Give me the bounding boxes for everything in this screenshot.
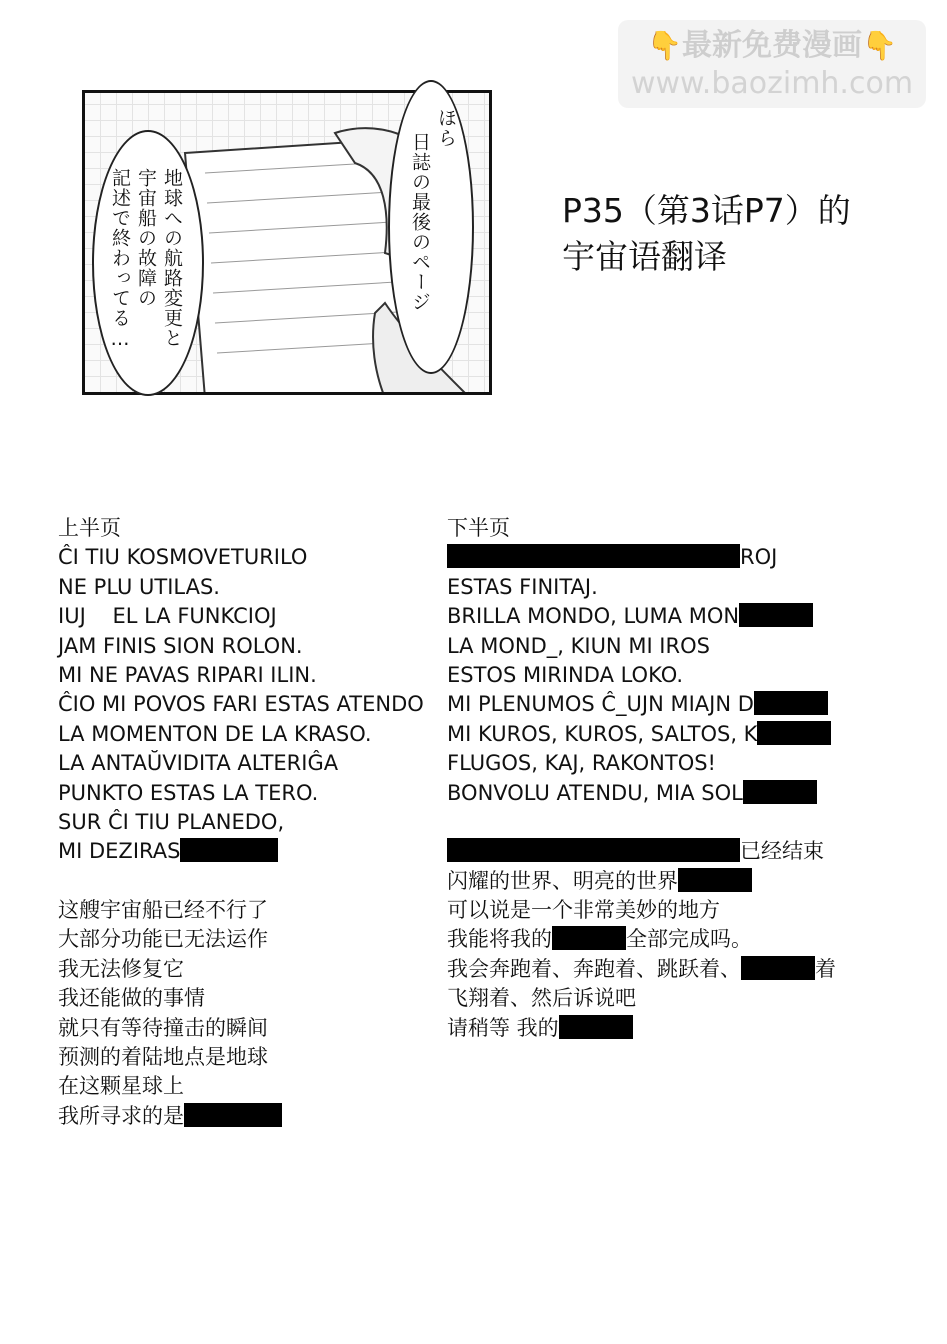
right-eo-text: BONVOLU ATENDU, MIA SOL: [447, 780, 743, 805]
pointing-down-hand-icon: 👇: [862, 29, 897, 62]
bubble-left-line-2: 宇宙船の故障の: [135, 168, 157, 308]
left-zh-line: 这艘宇宙船已经不行了: [58, 898, 268, 923]
right-column: [447, 514, 907, 1043]
right-zh-line: 飞翔着、然后诉说吧: [447, 986, 636, 1011]
right-eo-line-redacted: [447, 779, 907, 808]
left-eo-text: MI DEZIRAS: [58, 839, 181, 864]
redaction-bar: [180, 838, 278, 862]
right-eo-text: BRILLA MONDO, LUMA MON: [447, 604, 740, 629]
right-column-header: 下半页: [447, 516, 510, 540]
right-eo-line-redacted: [447, 543, 907, 572]
right-eo-line: ESTOS MIRINDA LOKO.: [447, 662, 684, 687]
redaction-bar: [678, 868, 752, 892]
left-zh-line: 我无法修复它: [58, 956, 184, 981]
redaction-bar: [741, 956, 815, 980]
right-eo-text: MI KUROS, KUROS, SALTOS, K: [447, 721, 758, 746]
watermark: [618, 20, 926, 108]
spacer: [447, 808, 907, 837]
right-eo-line-redacted: [447, 690, 907, 719]
redaction-bar: [552, 926, 626, 950]
redaction-bar: [447, 544, 740, 568]
left-zh-line: 预测的着陆地点是地球: [58, 1045, 268, 1070]
left-eo-line: ĈI TIU KOSMOVETURILO: [58, 545, 308, 570]
right-zh-line: 可以说是一个非常美妙的地方: [447, 898, 720, 923]
left-eo-line: MI NE PAVAS RIPARI ILIN.: [58, 662, 317, 687]
right-zh-text: 请稍等 我的: [447, 1015, 559, 1040]
right-zh-text: 我能将我的: [447, 927, 552, 952]
right-eo-text: MI PLENUMOS Ĉ_UJN MIAJN D: [447, 692, 754, 717]
left-zh-line-redacted: [58, 1102, 438, 1131]
left-eo-line: SUR ĈI TIU PLANEDO,: [58, 809, 285, 834]
speech-bubble-left: [92, 130, 204, 396]
bubble-right-line-1: ほら: [435, 108, 457, 148]
pointing-down-hand-icon: 👇: [647, 29, 682, 62]
left-zh-line: 大部分功能已无法运作: [58, 927, 268, 952]
watermark-url: www.baozimh.com: [630, 66, 914, 101]
redaction-bar: [739, 603, 813, 627]
right-zh-text: 全部完成吗。: [626, 927, 752, 952]
speech-bubble-right: [388, 80, 474, 374]
right-eo-line-redacted: [447, 720, 907, 749]
redaction-bar: [447, 838, 740, 862]
right-zh-text: 闪耀的世界、明亮的世界: [447, 868, 678, 893]
left-eo-line: IUJ EL LA FUNKCIOJ: [58, 604, 277, 629]
redaction-bar: [743, 780, 817, 804]
bubble-left-line-1: 地球への航路変更と: [161, 168, 183, 348]
right-zh-line-redacted: [447, 837, 907, 866]
bubble-left-line-3: 記述で終わってる…: [109, 168, 131, 351]
right-zh-line-redacted: [447, 955, 907, 984]
left-eo-line: LA MOMENTON DE LA KRASO.: [58, 721, 372, 746]
left-eo-line-redacted: [58, 837, 438, 866]
page-title-line-2: 宇宙语翻译: [562, 237, 727, 276]
left-column-header: 上半页: [58, 516, 121, 540]
right-zh-line-redacted: [447, 925, 907, 954]
left-column: [58, 514, 438, 1131]
right-zh-line-redacted: [447, 867, 907, 896]
left-zh-line: 就只有等待撞击的瞬间: [58, 1015, 268, 1040]
right-zh-text: 已经结束: [740, 839, 824, 864]
left-eo-line: PUNKTO ESTAS LA TERO.: [58, 780, 319, 805]
watermark-title: 👇最新免费漫画👇: [647, 28, 897, 63]
left-eo-line: ĈIO MI POVOS FARI ESTAS ATENDO: [58, 692, 424, 717]
redaction-bar: [184, 1103, 282, 1127]
right-eo-line: LA MOND_, KIUN MI IROS: [447, 633, 710, 658]
right-zh-text: 我会奔跑着、奔跑着、跳跃着、: [447, 956, 741, 981]
right-eo-line: FLUGOS, KAJ, RAKONTOS!: [447, 751, 716, 776]
right-zh-line-redacted: [447, 1014, 907, 1043]
right-eo-text: ROJ: [740, 545, 778, 570]
redaction-bar: [754, 691, 828, 715]
right-eo-line-redacted: [447, 602, 907, 631]
page-title-line-1: P35（第3话P7）的: [562, 191, 851, 230]
redaction-bar: [559, 1015, 633, 1039]
left-eo-line: JAM FINIS SION ROLON.: [58, 633, 303, 658]
redaction-bar: [757, 721, 831, 745]
left-zh-line: 在这颗星球上: [58, 1074, 184, 1099]
right-zh-text: 着: [815, 956, 836, 981]
right-eo-line: ESTAS FINITAJ.: [447, 574, 598, 599]
spacer: [58, 867, 438, 896]
page-title: [562, 188, 902, 280]
left-zh-text: 我所寻求的是: [58, 1103, 184, 1128]
left-zh-line: 我还能做的事情: [58, 986, 205, 1011]
bubble-right-line-2: 日誌の最後のページ: [409, 132, 431, 312]
left-eo-line: NE PLU UTILAS.: [58, 574, 220, 599]
left-eo-line: LA ANTAŬVIDITA ALTERIĜA: [58, 751, 339, 776]
